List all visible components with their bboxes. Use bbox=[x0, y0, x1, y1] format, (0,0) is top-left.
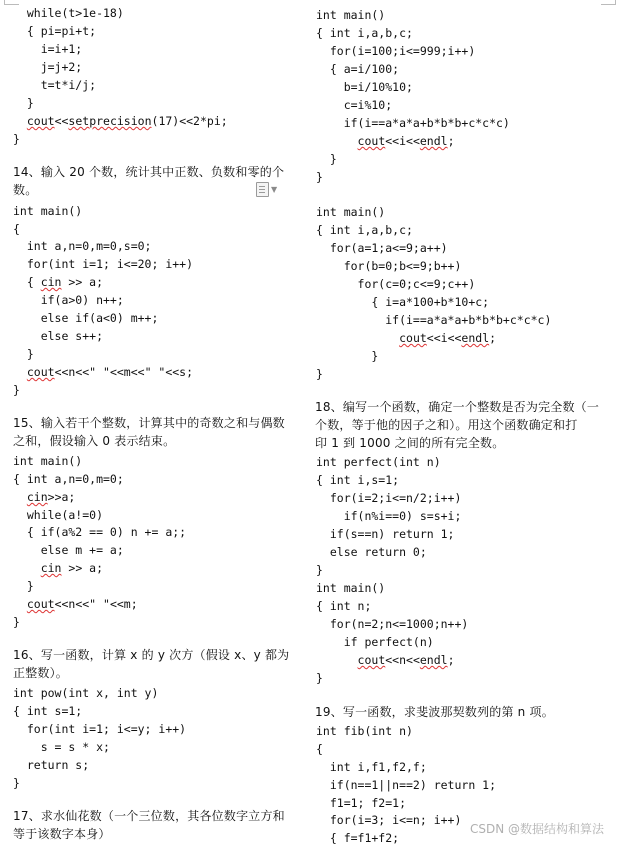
code-line: cout<<n<<" "<<m<<" "<<s; bbox=[26, 365, 194, 379]
question-text-line: 之和，假设输入 0 表示结束。 bbox=[13, 434, 176, 448]
code-line: } bbox=[13, 347, 34, 361]
code-line: } bbox=[316, 671, 323, 685]
code-line: for(n=2;n<=1000;n++) bbox=[316, 617, 469, 631]
code-line: s = s * x; bbox=[13, 740, 110, 754]
question-text-line: 印 1 到 1000 之间的所有完全数。 bbox=[315, 436, 505, 450]
code-line: cout<<n<<endl; bbox=[357, 653, 455, 667]
code-line: } bbox=[316, 563, 323, 577]
question-text-line: 17、求水仙花数（一个三位数，其各位数字立方和 bbox=[13, 809, 285, 823]
question-text-line: 个数，等于他的因子之和）。用这个函数确定和打 bbox=[315, 418, 578, 432]
code-line: if(n==1||n==2) return 1; bbox=[316, 778, 497, 792]
code-line: if(i==a*a*a+b*b*b+c*c*c) bbox=[316, 313, 552, 327]
code-line: } bbox=[13, 579, 34, 593]
question-text-line: 14、输入 20 个数，统计其中正数、负数和零的个 bbox=[13, 165, 285, 179]
code-line: } bbox=[13, 383, 20, 397]
code-line: if(n%i==0) s=s+i; bbox=[316, 509, 462, 523]
code-line: { int i,s=1; bbox=[316, 473, 400, 487]
code-line: if perfect(n) bbox=[316, 635, 434, 649]
chevron-down-icon: ▼ bbox=[271, 184, 278, 194]
code-line: cin>>a; bbox=[26, 490, 76, 504]
code-line: for(b=0;b<=9;b++) bbox=[316, 259, 462, 273]
code-line: { int a,n=0,m=0; bbox=[13, 472, 124, 486]
code-line: { if(a%2 == 0) n += a;; bbox=[13, 525, 187, 539]
code-line: for(c=0;c<=9;c++) bbox=[316, 277, 476, 291]
code-line: int main() bbox=[316, 8, 386, 22]
code-line: } bbox=[316, 152, 337, 166]
code-line: int fib(int n) bbox=[316, 724, 413, 738]
code-line: cout<<i<<endl; bbox=[357, 134, 455, 148]
code-line: for(i=2;i<=n/2;i++) bbox=[316, 491, 462, 505]
code-line: cout<<i<<endl; bbox=[399, 331, 497, 345]
code-line: { cin >> a; bbox=[13, 275, 104, 289]
code-line: { pi=pi+t; bbox=[13, 24, 97, 38]
code-line: for(a=1;a<=9;a++) bbox=[316, 241, 448, 255]
question-text-line: 16、写一函数，计算 x 的 y 次方（假设 x、y 都为 bbox=[13, 648, 290, 662]
code-line: } bbox=[316, 367, 323, 381]
code-line: } bbox=[13, 96, 34, 110]
question-text-line: 数。 bbox=[13, 183, 38, 197]
code-line: for(int i=1; i<=20; i++) bbox=[13, 257, 194, 271]
code-line: { i=a*100+b*10+c; bbox=[316, 295, 490, 309]
code-line: { int i,a,b,c; bbox=[316, 26, 413, 40]
question-text-line: 正整数）。 bbox=[13, 666, 69, 680]
code-line: { bbox=[316, 742, 323, 756]
code-line: while(a!=0) bbox=[13, 508, 104, 522]
code-line: else s++; bbox=[13, 329, 104, 343]
code-line: for(i=3; i<=n; i++) bbox=[316, 813, 462, 827]
code-line: while(t>1e-18) bbox=[13, 6, 124, 20]
code-line: if(s==n) return 1; bbox=[316, 527, 455, 541]
code-line: { bbox=[13, 222, 20, 236]
code-line: { int n; bbox=[316, 599, 372, 613]
code-line: b=i/10%10; bbox=[316, 80, 413, 94]
code-line: i=i+1; bbox=[13, 42, 83, 56]
code-line: cin >> a; bbox=[40, 561, 104, 575]
code-line: for(int i=1; i<=y; i++) bbox=[13, 722, 187, 736]
code-line: { int s=1; bbox=[13, 704, 83, 718]
paste-options-icon[interactable] bbox=[256, 180, 284, 198]
code-line: { a=i/100; bbox=[316, 62, 400, 76]
clipboard-icon bbox=[256, 182, 269, 197]
code-line: int main() bbox=[316, 581, 386, 595]
question-text-line: 19、写一函数，求斐波那契数列的第 n 项。 bbox=[315, 705, 554, 719]
question-text-line: 等于该数字本身） bbox=[13, 827, 111, 841]
code-line: { f=f1+f2; bbox=[316, 831, 400, 845]
code-line: } bbox=[13, 776, 20, 790]
code-line: cout<<n<<" "<<m; bbox=[26, 597, 138, 611]
code-line: f1=1; f2=1; bbox=[316, 796, 407, 810]
code-line: int perfect(int n) bbox=[316, 455, 441, 469]
code-line: int pow(int x, int y) bbox=[13, 686, 159, 700]
code-line: if(a>0) n++; bbox=[13, 293, 124, 307]
code-line: t=t*i/j; bbox=[13, 78, 97, 92]
code-line: int a,n=0,m=0,s=0; bbox=[13, 239, 152, 253]
code-line: return s; bbox=[13, 758, 90, 772]
question-text-line: 18、编写一个函数，确定一个整数是否为完全数（一 bbox=[315, 400, 600, 414]
code-line: { int i,a,b,c; bbox=[316, 223, 413, 237]
page-corner-mark-right bbox=[601, 0, 616, 5]
code-line: int main() bbox=[13, 454, 83, 468]
code-line: int i,f1,f2,f; bbox=[316, 760, 427, 774]
code-line: for(i=100;i<=999;i++) bbox=[316, 44, 476, 58]
code-line: cout<<setprecision(17)<<2*pi; bbox=[26, 114, 228, 128]
question-text-line: 15、输入若干个整数，计算其中的奇数之和与偶数 bbox=[13, 416, 285, 430]
code-line: int main() bbox=[316, 205, 386, 219]
code-line: else return 0; bbox=[316, 545, 427, 559]
code-line: int main() bbox=[13, 204, 83, 218]
code-line: j=j+2; bbox=[13, 60, 83, 74]
watermark: CSDN @数据结构和算法 bbox=[469, 822, 604, 836]
code-line: } bbox=[13, 132, 20, 146]
code-line: } bbox=[316, 170, 323, 184]
code-line: if(i==a*a*a+b*b*b+c*c*c) bbox=[316, 116, 510, 130]
code-line: } bbox=[13, 615, 20, 629]
code-line: c=i%10; bbox=[316, 98, 393, 112]
code-line: else m += a; bbox=[13, 543, 124, 557]
code-line: } bbox=[316, 349, 379, 363]
code-line: else if(a<0) m++; bbox=[13, 311, 159, 325]
